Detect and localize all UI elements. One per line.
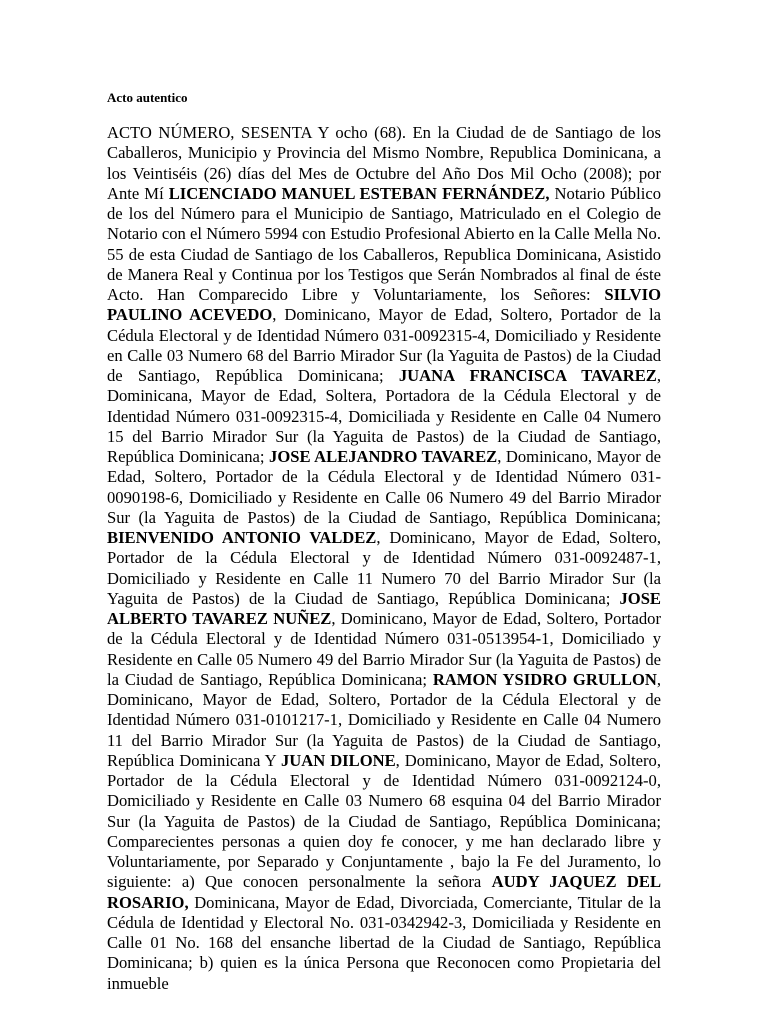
bold-name-run: JUAN DILONE [281, 750, 396, 770]
text-run: , Dominicano, Mayor de Edad, Soltero, Portador de la Cédula Electoral y de Identidad Número 031-0092487-1, Domiciliado y Residente en Calle 11 Numero 70 del Barrio Mirador Sur (la Yaguita de Pastos) de la Ciudad de Santiago, República Dominicana; [107, 528, 662, 608]
bold-name-run: RAMON YSIDRO GRULLON [432, 669, 657, 689]
bold-name-run: JOSE ALBERTO TAVAREZ NUÑEZ [107, 588, 661, 628]
text-run: , Dominicano, Mayor de Edad, Soltero, Portador de la Cédula Electoral y de Identidad Número 031-0090198-6, Domiciliado y Residente en Calle 06 Numero 49 del Barrio Mirador Sur (la Yaguita de Pastos) de la Ciudad de Santiago, República Dominicana; [107, 447, 661, 527]
text-run: , Dominicano, Mayor de Edad, Soltero, Portador de la Cédula Electoral y de Identidad Número 031-0513954-1, Domiciliado y Residente en Calle 05 Numero 49 del Barrio Mirador Sur (la Yaguita de Pastos) de la Ciudad de Santiago, República Dominicana; [107, 609, 661, 689]
text-run: , Dominicano, Mayor de Edad, Soltero, Portador de la Cédula Electoral y de Identidad Número 031-0101217-1, Domiciliado y Residente en Calle 04 Numero 11 del Barrio Mirador Sur (la Yaguita de Pastos) de la Ciudad de Santiago, República Dominicana Y [107, 669, 661, 770]
bold-name-run: LICENCIADO MANUEL ESTEBAN FERNÁNDEZ, [168, 183, 550, 203]
text-run: Dominicana, Mayor de Edad, Divorciada, Comerciante, Titular de la Cédula de Identidad y Electoral No. 031-0342942-3, Domiciliada y Residente en Calle 01 No. 168 del ensanche libertad de la Ciudad de Santiago, República Dominicana; b) quien es la única Persona que Reconocen como Propietaria del inmueble [107, 892, 661, 993]
text-run: Notario Público de los del Número para el Municipio de Santiago, Matriculado en el Colegio de Notario con el Número 5994 con Estudio Profesional Abierto en la Calle Mella No. 55 de esta Ciudad de Santiago de los Caballeros, Republica Dominicana, Asistido de Manera Real y Continua por los Testigos que Serán Nombrados al final de éste Acto. Han Comparecido Libre y Voluntariamente, los Señores: [107, 183, 661, 304]
text-run: , Dominicano, Mayor de Edad, Soltero, Portador de la Cédula Electoral y de Identidad Número 031-0092124-0, Domiciliado y Residente en Calle 03 Numero 68 esquina 04 del Barrio Mirador Sur (la Yaguita de Pastos) de la Ciudad de Santiago, República Dominicana; Comparecientes personas a quien doy fe conocer, y me han declarado libre y Voluntariamente, por Separado y Conjuntamente , bajo la Fe del Juramento, lo siguiente: a) Que conocen personalmente la señora [107, 750, 661, 892]
text-run: ACTO NÚMERO, SESENTA Y ocho (68). En la Ciudad de de Santiago de los Caballeros, Municipio y Provincia del Mismo Nombre, Republica Dominicana, a los Veintiséis (26) días del Mes de Octubre del Año Dos Mil Ocho (2008); por Ante Mí [107, 123, 661, 203]
bold-name-run: JUANA FRANCISCA TAVAREZ [398, 366, 657, 385]
bold-name-run: SILVIO PAULINO ACEVEDO [107, 285, 661, 325]
text-run: , Dominicana, Mayor de Edad, Soltera, Portadora de la Cédula Electoral y de Identidad Número 031-0092315-4, Domiciliada y Residente en Calle 04 Numero 15 del Barrio Mirador Sur (la Yaguita de Pastos) de la Ciudad de Santiago, República Dominicana; [107, 366, 661, 466]
bold-name-run: AUDY JAQUEZ DEL ROSARIO, [107, 872, 662, 912]
bold-name-run: BIENVENIDO ANTONIO VALDEZ [107, 528, 377, 547]
document-heading: Acto autentico [107, 90, 188, 105]
document-body [107, 123, 661, 994]
bold-name-run: JOSE ALEJANDRO TAVAREZ [269, 447, 498, 466]
text-run: , Dominicano, Mayor de Edad, Soltero, Portador de la Cédula Electoral y de Identidad Número 031-0092315-4, Domiciliado y Residente en Calle 03 Numero 68 del Barrio Mirador Sur (la Yaguita de Pastos) de la Ciudad de Santiago, República Dominicana; [107, 305, 661, 385]
